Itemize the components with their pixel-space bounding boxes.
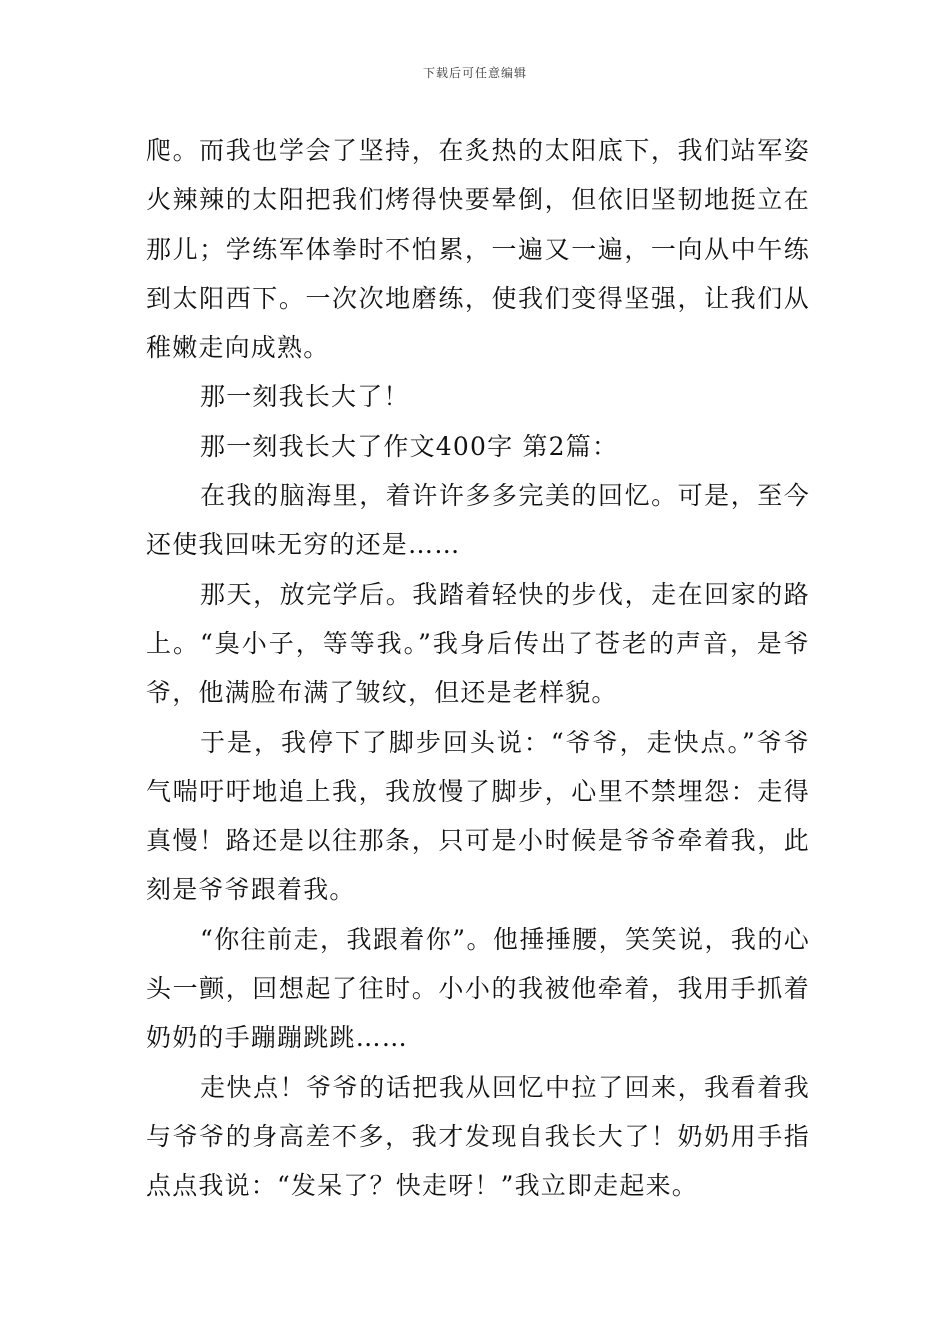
- section-heading: 那一刻我长大了作文400字 第2篇：: [200, 431, 619, 461]
- page-header: 下载后可任意编辑: [422, 66, 527, 80]
- paragraph: 走快点！爷爷的话把我从回忆中拉了回来，我看着我与爷爷的身高差不多，我才发现自我长大了！奶奶用手指点点我说：“发呆了？快走呀！”我立即走起来。: [146, 1072, 810, 1201]
- paragraph: “你往前走，我跟着你”。他捶捶腰，笑笑说，我的心头一颤，回想起了往时。小小的我被他牵着，我用手抓着奶奶的手蹦蹦跳跳……: [146, 924, 810, 1053]
- paragraph: 那天，放完学后。我踏着轻快的步伐，走在回家的路上。“臭小子，等等我。”我身后传出了苍老的声音，是爷爷，他满脸布满了皱纹，但还是老样貌。: [146, 579, 810, 708]
- paragraph-conclusion: 那一刻我长大了！: [200, 382, 410, 412]
- document-body: [146, 126, 810, 1211]
- paragraph: 于是，我停下了脚步回头说：“爷爷，走快点。”爷爷气喘吁吁地追上我，我放慢了脚步，心里不禁埋怨：走得真慢！路还是以往那条，只可是小时候是爷爷牵着我，此刻是爷爷跟着我。: [146, 727, 810, 905]
- paragraph: 在我的脑海里，着许许多多完美的回忆。可是，至今还使我回味无穷的还是……: [146, 481, 810, 560]
- paragraph-continuation: 爬。而我也学会了坚持，在炙热的太阳底下，我们站军姿火辣辣的太阳把我们烤得快要晕倒，但依旧坚韧地挺立在那儿；学练军体拳时不怕累，一遍又一遍，一向从中午练到太阳西下。一次次地磨练，使我们变得坚强，让我们从稚嫩走向成熟。: [146, 136, 810, 363]
